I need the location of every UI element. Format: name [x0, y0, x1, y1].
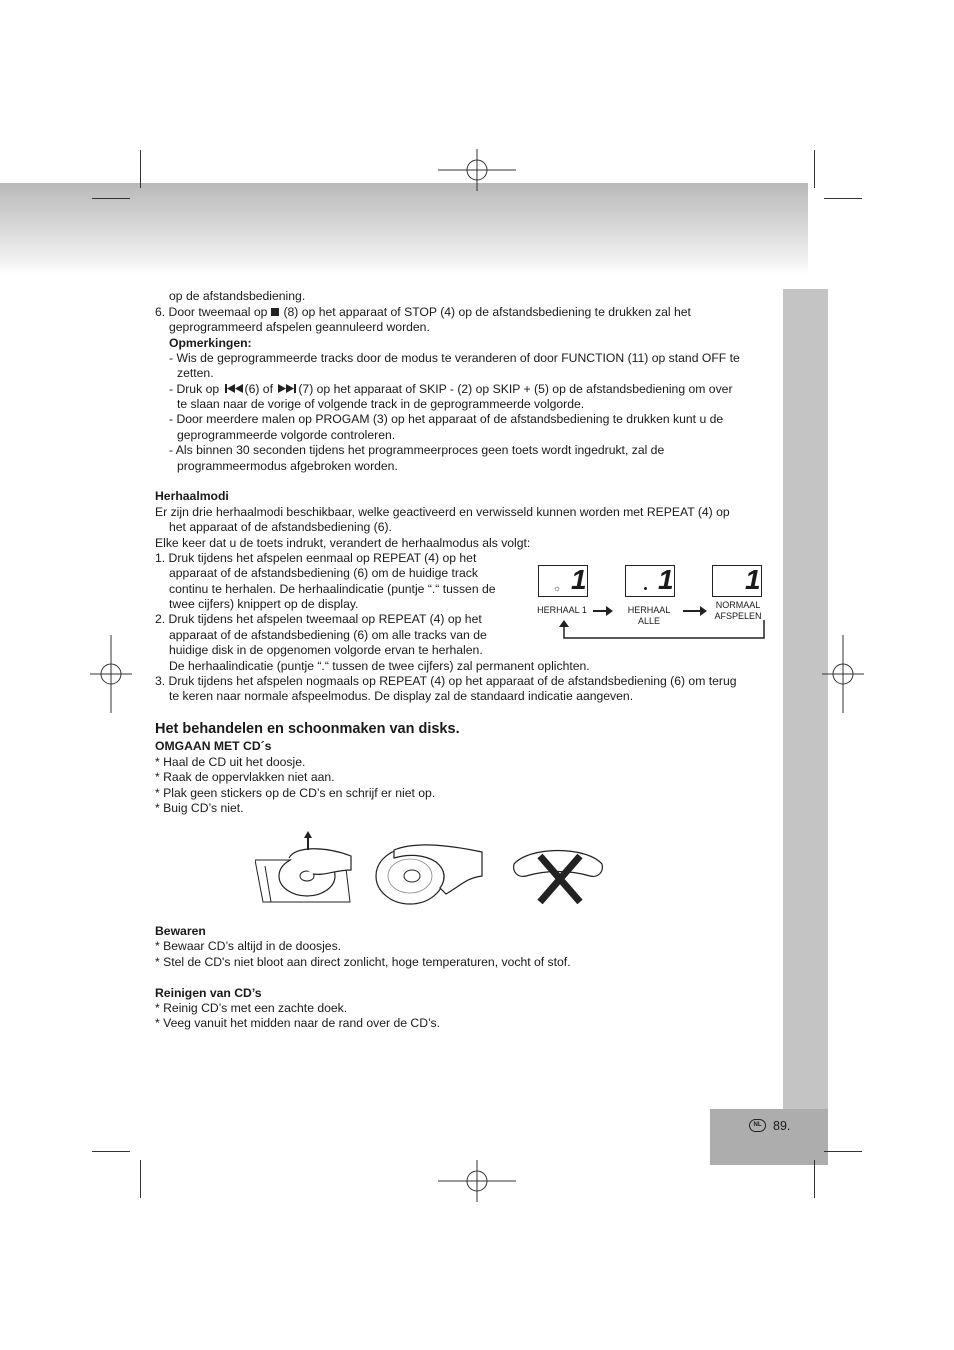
text-line: geprogrammeerde volgorde controleren.	[177, 428, 396, 442]
text-line: apparaat of de afstandsbediening (6) om alle tracks van de	[169, 628, 487, 642]
display-normal	[712, 565, 762, 597]
subheading-handling: OMGAAN MET CD´s	[155, 739, 272, 753]
crop-mark	[140, 1160, 141, 1198]
display-digit: 1	[745, 564, 761, 595]
do-not-bend-cd-illustration	[510, 846, 606, 906]
text-line: programmeermodus afgebroken worden.	[177, 459, 398, 473]
arrow-right-icon	[683, 610, 701, 612]
remove-cd-from-case-illustration	[255, 830, 355, 906]
text-line: twee cijfers) knippert op de display.	[169, 597, 359, 611]
header-gradient-band	[0, 183, 808, 275]
list-item: * Reinig CD’s met een zachte doek.	[155, 1001, 348, 1015]
hold-cd-by-edges-illustration	[374, 840, 486, 908]
text-span: (8) op het apparaat of STOP (4) op de afstandsbediening te drukken zal het	[283, 305, 691, 319]
skip-previous-icon	[225, 384, 243, 393]
mode-label-normal	[703, 600, 773, 621]
language-badge: NL	[749, 1119, 766, 1132]
text-span: (7) op het apparaat of SKIP - (2) op SKIP + (5) op de afstandsbediening om over	[298, 382, 733, 396]
crop-mark	[824, 198, 862, 199]
page-number: 89.	[773, 1119, 791, 1133]
crop-mark	[92, 1151, 130, 1152]
text-line: huidige disk in de opgenomen volgorde ervan te herhalen.	[169, 643, 483, 657]
repeat-dot-icon	[644, 587, 647, 590]
text-line: geprogrammeerd afspelen geannuleerd worden.	[169, 320, 430, 334]
text-line: De herhaalindicatie (puntje “.“ tussen de twee cijfers) zal permanent oplichten.	[169, 659, 590, 673]
display-repeat-one	[538, 565, 588, 597]
skip-next-icon	[278, 384, 296, 393]
text-span: 6. Door tweemaal op	[155, 305, 268, 319]
text-line: op de afstandsbediening.	[169, 289, 306, 303]
list-item: * Buig CD’s niet.	[155, 801, 244, 815]
crop-mark	[92, 198, 130, 199]
list-item: * Bewaar CD’s altijd in de doosjes.	[155, 939, 342, 953]
registration-mark-icon	[804, 635, 882, 713]
loop-back-arrow-icon	[556, 620, 770, 642]
page-number-box	[710, 1109, 828, 1165]
text-span: - Druk op	[169, 382, 220, 396]
text-line: - Wis de geprogrammeerde tracks door de modus te veranderen of door FUNCTION (11) op stand OFF te	[169, 351, 740, 365]
display-repeat-all	[625, 565, 675, 597]
registration-mark-icon	[438, 131, 516, 209]
text-line: Er zijn drie herhaalmodi beschikbaar, welke geactiveerd en verwisseld kunnen worden met REPEAT (4) op	[155, 505, 730, 519]
text-line: apparaat of de afstandsbediening (6) om de huidige track	[169, 566, 478, 580]
text-line: te slaan naar de vorige of volgende track in de geprogrammeerde volgorde.	[177, 397, 585, 411]
registration-mark-icon	[72, 635, 150, 713]
subheading-storage: Bewaren	[155, 924, 206, 938]
label-line: AFSPELEN	[714, 610, 762, 621]
text-line: continu te herhalen. De herhaalindicatie (puntje “.“ tussen de	[169, 582, 496, 596]
list-item: * Haal de CD uit het doosje.	[155, 755, 306, 769]
text-line	[155, 305, 691, 321]
label-line: NORMAAL	[715, 600, 761, 610]
registration-mark-icon	[438, 1142, 516, 1220]
list-item: * Veeg vanuit het midden naar de rand over de CD’s.	[155, 1016, 441, 1030]
arrow-right-icon	[593, 610, 607, 612]
text-line: 1. Druk tijdens het afspelen eenmaal op REPEAT (4) op het	[155, 551, 477, 565]
crop-mark	[824, 1151, 862, 1152]
label-line: ALLE	[637, 615, 661, 626]
text-span: (6) of	[244, 382, 273, 396]
crop-mark	[814, 1160, 815, 1198]
subheading-cleaning: Reinigen van CD’s	[155, 986, 262, 1000]
crop-mark	[814, 150, 815, 188]
list-item: * Raak de oppervlakken niet aan.	[155, 770, 335, 784]
crop-mark	[140, 150, 141, 188]
text-line: Elke keer dat u de toets indrukt, verandert de herhaalmodus als volgt:	[155, 536, 531, 550]
list-item: * Stel de CD's niet bloot aan direct zonlicht, hoge temperaturen, vocht of stof.	[155, 955, 571, 969]
display-digit: 1	[571, 564, 587, 595]
text-line: 2. Druk tijdens het afspelen tweemaal op REPEAT (4) op het	[155, 612, 482, 626]
text-line: - Als binnen 30 seconden tijdens het programmeerproces geen toets wordt ingedrukt, zal de	[169, 443, 665, 457]
stop-square-icon	[271, 308, 279, 316]
notes-heading: Opmerkingen:	[169, 336, 252, 350]
text-line: 3. Druk tijdens het afspelen nogmaals op REPEAT (4) op het apparaat of de afstandsbediening (6) om terug	[155, 674, 737, 688]
label-line: HERHAAL	[627, 605, 671, 615]
section-heading-disc-care: Het behandelen en schoonmaken van disks.	[155, 721, 460, 737]
display-digit: 1	[658, 564, 674, 595]
section-heading-repeat: Herhaalmodi	[155, 489, 229, 503]
list-item: * Plak geen stickers op de CD’s en schrijf er niet op.	[155, 786, 436, 800]
blink-sun-icon: ☼	[553, 583, 562, 593]
text-line: te keren naar normale afspeelmodus. De display zal de standaard indicatie aangeven.	[169, 689, 634, 703]
text-line: het apparaat of de afstandsbediening (6).	[169, 520, 392, 534]
text-line: zetten.	[177, 366, 214, 380]
text-line: - Door meerdere malen op PROGAM (3) op het apparaat of de afstandsbediening te drukken kunt u de	[169, 412, 724, 426]
mode-label-repeat-one: HERHAAL 1	[537, 605, 587, 615]
text-line	[169, 382, 733, 398]
